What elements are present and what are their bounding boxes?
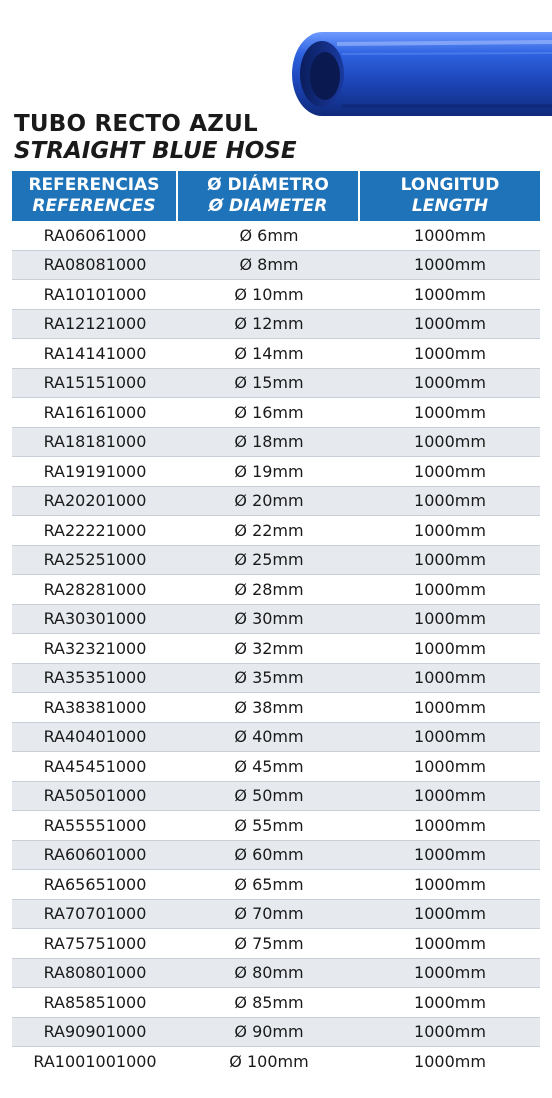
diameter-cell: Ø 60mm [234, 845, 304, 865]
reference-cell: RA70701000 [43, 904, 147, 924]
table-body [12, 221, 540, 1077]
diameter-cell: Ø 19mm [234, 461, 304, 481]
reference-cell: RA35351000 [43, 668, 147, 688]
length-cell: 1000mm [414, 963, 486, 983]
reference-cell: RA10101000 [43, 284, 147, 304]
diameter-cell: Ø 30mm [234, 609, 304, 629]
diameter-cell: Ø 90mm [234, 1022, 304, 1042]
reference-cell: RA30301000 [43, 609, 147, 629]
length-cell: 1000mm [414, 727, 486, 747]
diameter-cell: Ø 55mm [234, 815, 304, 835]
length-cell: 1000mm [414, 786, 486, 806]
table-row [12, 221, 540, 251]
table-row [12, 605, 540, 635]
reference-cell: RA80801000 [43, 963, 147, 983]
reference-cell: RA60601000 [43, 845, 147, 865]
diameter-cell: Ø 18mm [234, 432, 304, 452]
table-row [12, 959, 540, 989]
reference-cell: RA08081000 [43, 255, 147, 275]
table-row [12, 693, 540, 723]
title-spanish: TUBO RECTO AZUL [14, 111, 258, 137]
table-row [12, 428, 540, 458]
table-row [12, 516, 540, 546]
length-cell: 1000mm [414, 225, 486, 245]
reference-cell: RA75751000 [43, 933, 147, 953]
length-cell: 1000mm [414, 579, 486, 599]
reference-cell: RA32321000 [43, 638, 147, 658]
length-cell: 1000mm [414, 491, 486, 511]
diameter-cell: Ø 8mm [239, 255, 299, 275]
diameter-cell: Ø 22mm [234, 520, 304, 540]
reference-cell: RA15151000 [43, 373, 147, 393]
table-row [12, 310, 540, 340]
table-row [12, 251, 540, 281]
diameter-cell: Ø 10mm [234, 284, 304, 304]
reference-cell: RA19191000 [43, 461, 147, 481]
length-cell: 1000mm [414, 550, 486, 570]
table-row [12, 929, 540, 959]
length-cell: 1000mm [414, 874, 486, 894]
reference-cell: RA85851000 [43, 992, 147, 1012]
table-row [12, 870, 540, 900]
length-cell: 1000mm [414, 756, 486, 776]
diameter-cell: Ø 14mm [234, 343, 304, 363]
table-row [12, 664, 540, 694]
table-row [12, 1047, 540, 1077]
length-cell: 1000mm [414, 343, 486, 363]
diameter-cell: Ø 25mm [234, 550, 304, 570]
table-row [12, 723, 540, 753]
length-cell: 1000mm [414, 668, 486, 688]
reference-cell: RA14141000 [43, 343, 147, 363]
diameter-cell: Ø 100mm [229, 1052, 309, 1072]
reference-cell: RA38381000 [43, 697, 147, 717]
length-cell: 1000mm [414, 992, 486, 1012]
length-cell: 1000mm [414, 815, 486, 835]
product-table [12, 171, 540, 1077]
length-cell: 1000mm [414, 845, 486, 865]
table-row [12, 900, 540, 930]
table-row [12, 487, 540, 517]
blue-hose-image [282, 18, 552, 126]
table-row [12, 575, 540, 605]
reference-cell: RA18181000 [43, 432, 147, 452]
diameter-cell: Ø 6mm [239, 225, 299, 245]
table-row [12, 634, 540, 664]
diameter-cell: Ø 28mm [234, 579, 304, 599]
diameter-cell: Ø 32mm [234, 638, 304, 658]
page-title [14, 110, 297, 165]
reference-cell: RA90901000 [43, 1022, 147, 1042]
table-row [12, 752, 540, 782]
header-diameter: Ø DIÁMETRO Ø DIAMETER [178, 171, 360, 221]
table-row [12, 457, 540, 487]
diameter-cell: Ø 40mm [234, 727, 304, 747]
reference-cell: RA1001001000 [33, 1052, 157, 1072]
length-cell: 1000mm [414, 314, 486, 334]
table-row [12, 841, 540, 871]
diameter-cell: Ø 12mm [234, 314, 304, 334]
table-row [12, 280, 540, 310]
reference-cell: RA45451000 [43, 756, 147, 776]
table-row [12, 782, 540, 812]
diameter-cell: Ø 70mm [234, 904, 304, 924]
table-row [12, 1018, 540, 1048]
table-row [12, 339, 540, 369]
diameter-cell: Ø 85mm [234, 992, 304, 1012]
diameter-cell: Ø 75mm [234, 933, 304, 953]
diameter-cell: Ø 35mm [234, 668, 304, 688]
length-cell: 1000mm [414, 255, 486, 275]
reference-cell: RA12121000 [43, 314, 147, 334]
header-references: REFERENCIAS REFERENCES [12, 171, 178, 221]
length-cell: 1000mm [414, 461, 486, 481]
diameter-cell: Ø 38mm [234, 697, 304, 717]
length-cell: 1000mm [414, 933, 486, 953]
reference-cell: RA28281000 [43, 579, 147, 599]
table-row [12, 369, 540, 399]
header-length: LONGITUD LENGTH [400, 175, 500, 216]
reference-cell: RA22221000 [43, 520, 147, 540]
length-cell: 1000mm [414, 432, 486, 452]
length-cell: 1000mm [414, 1022, 486, 1042]
length-cell: 1000mm [414, 904, 486, 924]
length-cell: 1000mm [414, 638, 486, 658]
reference-cell: RA55551000 [43, 815, 147, 835]
diameter-cell: Ø 80mm [234, 963, 304, 983]
table-row [12, 546, 540, 576]
diameter-cell: Ø 45mm [234, 756, 304, 776]
reference-cell: RA50501000 [43, 786, 147, 806]
table-row [12, 398, 540, 428]
diameter-cell: Ø 50mm [234, 786, 304, 806]
diameter-cell: Ø 15mm [234, 373, 304, 393]
reference-cell: RA40401000 [43, 727, 147, 747]
length-cell: 1000mm [414, 1052, 486, 1072]
length-cell: 1000mm [414, 402, 486, 422]
title-english: STRAIGHT BLUE HOSE [14, 138, 297, 164]
reference-cell: RA06061000 [43, 225, 147, 245]
length-cell: 1000mm [414, 373, 486, 393]
table-row [12, 811, 540, 841]
reference-cell: RA65651000 [43, 874, 147, 894]
reference-cell: RA20201000 [43, 491, 147, 511]
diameter-cell: Ø 20mm [234, 491, 304, 511]
length-cell: 1000mm [414, 609, 486, 629]
diameter-cell: Ø 65mm [234, 874, 304, 894]
length-cell: 1000mm [414, 284, 486, 304]
reference-cell: RA25251000 [43, 550, 147, 570]
table-row [12, 988, 540, 1018]
length-cell: 1000mm [414, 520, 486, 540]
diameter-cell: Ø 16mm [234, 402, 304, 422]
table-header [12, 171, 540, 221]
reference-cell: RA16161000 [43, 402, 147, 422]
length-cell: 1000mm [414, 697, 486, 717]
